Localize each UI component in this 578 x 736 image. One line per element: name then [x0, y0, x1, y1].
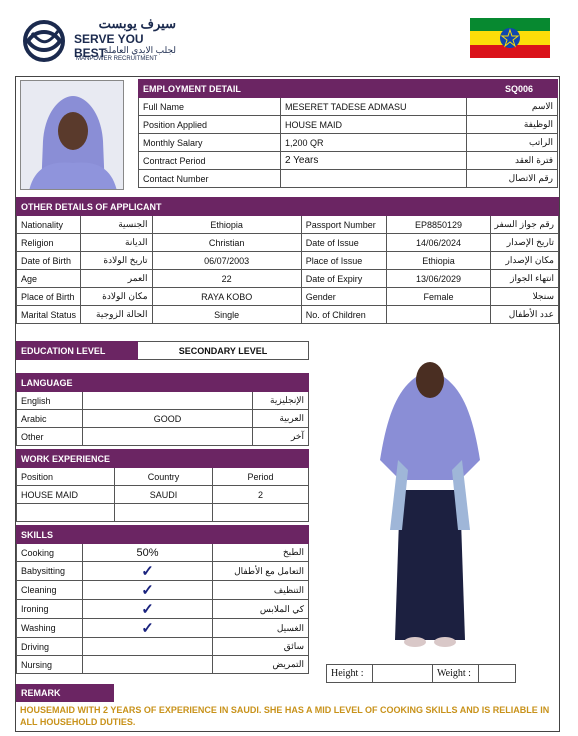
employment-row [139, 134, 558, 152]
skill-arabic-label: التعامل مع الأطفال [213, 562, 309, 581]
work-header-row [17, 468, 309, 486]
checkmark-icon: ✓ [141, 582, 154, 599]
employment-value: MESERET TADESE ADMASU [281, 98, 467, 116]
detail-label: Place of Birth [17, 288, 81, 306]
language-arabic-label: الإنجليزية [253, 392, 309, 410]
language-row [17, 410, 309, 428]
detail-arabic-label: الديانة [81, 234, 153, 252]
detail-value: 14/06/2024 [387, 234, 490, 252]
skill-level [83, 544, 213, 562]
remark-text: HOUSEMAID WITH 2 YEARS OF EXPERIENCE IN SAUDI. SHE HAS A MID LEVEL OF COOKING SKILLS AND IS RELIABLE IN ALL HOUSEHOLD DUTIES. [20, 705, 550, 727]
employment-row [139, 170, 558, 188]
work-period [213, 504, 309, 522]
other-details-row [17, 252, 559, 270]
detail-label: Age [17, 270, 81, 288]
skill-row [17, 600, 309, 619]
skill-label: Ironing [17, 600, 83, 619]
skill-arabic-label: سائق [213, 638, 309, 656]
language-table [16, 373, 309, 446]
skill-arabic-label: الطبخ [213, 544, 309, 562]
language-label: English [17, 392, 83, 410]
skill-arabic-label: التنظيف [213, 581, 309, 600]
other-details-table [16, 197, 559, 324]
employment-arabic-label: رقم الاتصال [467, 170, 558, 188]
skill-arabic-label: التمريض [213, 656, 309, 674]
work-row [17, 486, 309, 504]
skill-arabic-label: الغسيل [213, 619, 309, 638]
detail-value: Ethiopia [387, 252, 490, 270]
employment-row [139, 98, 558, 116]
detail-arabic-label: الحالة الزوجية [81, 306, 153, 324]
work-position [17, 504, 115, 522]
detail-arabic-label: انتهاء الجواز [490, 270, 559, 288]
skill-row [17, 619, 309, 638]
skill-label: Driving [17, 638, 83, 656]
detail-label: Gender [301, 288, 387, 306]
employment-label: Full Name [139, 98, 281, 116]
checkmark-icon: ✓ [141, 601, 154, 618]
skill-row [17, 581, 309, 600]
detail-value [387, 306, 490, 324]
skill-level [83, 562, 213, 581]
detail-arabic-label: تاريخ الإصدار [490, 234, 559, 252]
detail-label: Religion [17, 234, 81, 252]
detail-arabic-label: العمر [81, 270, 153, 288]
blue-star-emblem-icon [470, 18, 550, 58]
skill-arabic-label: كي الملابس [213, 600, 309, 619]
skills-table [16, 525, 309, 674]
detail-arabic-label: تاريخ الولادة [81, 252, 153, 270]
detail-label: Nationality [17, 216, 81, 234]
employment-label: Position Applied [139, 116, 281, 134]
work-row [17, 504, 309, 522]
applicant-full-body-photo [360, 340, 500, 655]
detail-value: Christian [152, 234, 301, 252]
employment-value: HOUSE MAID [281, 116, 467, 134]
work-period: 2 [213, 486, 309, 504]
skill-level [83, 619, 213, 638]
height-value [373, 665, 433, 683]
detail-value: EP8850129 [387, 216, 490, 234]
work-country [115, 504, 213, 522]
education-label: EDUCATION LEVEL [17, 342, 138, 360]
other-details-row [17, 216, 559, 234]
employment-label: Contact Number [139, 170, 281, 188]
work-header-country: Country [115, 468, 213, 486]
language-value [83, 392, 253, 410]
detail-value: RAYA KOBO [152, 288, 301, 306]
skill-value [83, 638, 213, 656]
remark-title: REMARK [16, 684, 114, 702]
detail-arabic-label: رقم جواز السفر [490, 216, 559, 234]
brand-arabic-name: سيرف يوبست [98, 16, 176, 31]
height-label: Height : [327, 665, 373, 683]
language-label: Arabic [17, 410, 83, 428]
language-value: GOOD [83, 410, 253, 428]
employment-detail-table [138, 79, 558, 188]
language-row [17, 428, 309, 446]
applicant-portrait [20, 80, 124, 190]
detail-label: Date of Expiry [301, 270, 387, 288]
detail-arabic-label: الجنسية [81, 216, 153, 234]
employment-arabic-label: فترة العقد [467, 152, 558, 170]
detail-arabic-label: سنجلا [490, 288, 559, 306]
skill-level [83, 581, 213, 600]
detail-label: Passport Number [301, 216, 387, 234]
detail-arabic-label: عدد الأطفال [490, 306, 559, 324]
language-title: LANGUAGE [17, 374, 309, 392]
language-arabic-label: آخر [253, 428, 309, 446]
skill-label: Cleaning [17, 581, 83, 600]
employment-row [139, 152, 558, 170]
work-experience-table [16, 449, 309, 522]
skills-title: SKILLS [17, 526, 309, 544]
skill-row [17, 562, 309, 581]
employment-code: SQ006 [504, 83, 533, 94]
employment-arabic-label: الاسم [467, 98, 558, 116]
detail-label: No. of Children [301, 306, 387, 324]
detail-label: Place of Issue [301, 252, 387, 270]
skill-row [17, 638, 309, 656]
company-logo [18, 16, 178, 66]
skill-label: Washing [17, 619, 83, 638]
brand-arabic-tagline: لجلب الايدي العاملة [103, 45, 176, 55]
work-experience-title: WORK EXPERIENCE [17, 450, 309, 468]
detail-label: Marital Status [17, 306, 81, 324]
detail-value: Ethiopia [152, 216, 301, 234]
work-country: SAUDI [115, 486, 213, 504]
skill-label: Cooking [17, 544, 83, 562]
employment-arabic-label: الراتب [467, 134, 558, 152]
detail-arabic-label: مكان الإصدار [490, 252, 559, 270]
detail-value: Single [152, 306, 301, 324]
employment-value: 2 Years [281, 152, 467, 170]
employment-arabic-label: الوظيفة [467, 116, 558, 134]
skill-row [17, 544, 309, 562]
employment-label: Contract Period [139, 152, 281, 170]
other-details-row [17, 234, 559, 252]
work-header-period: Period [213, 468, 309, 486]
work-header-position: Position [17, 468, 115, 486]
language-label: Other [17, 428, 83, 446]
skill-value [83, 656, 213, 674]
employment-title: EMPLOYMENT DETAIL [143, 83, 241, 94]
education-table [16, 341, 309, 360]
employment-label: Monthly Salary [139, 134, 281, 152]
logo-emblem-icon [18, 19, 70, 63]
detail-arabic-label: مكان الولادة [81, 288, 153, 306]
measurements-table [326, 664, 516, 683]
employment-value [281, 170, 467, 188]
skill-label: Nursing [17, 656, 83, 674]
brand-name: SERVE YOU BEST [74, 32, 144, 60]
language-value [83, 428, 253, 446]
language-arabic-label: العربية [253, 410, 309, 428]
skill-value: 50% [136, 546, 159, 559]
work-position: HOUSE MAID [17, 486, 115, 504]
education-value: SECONDARY LEVEL [138, 342, 309, 360]
detail-value: 06/07/2003 [152, 252, 301, 270]
other-details-title: OTHER DETAILS OF APPLICANT [17, 198, 559, 216]
skill-label: Babysitting [17, 562, 83, 581]
detail-value: 13/06/2029 [387, 270, 490, 288]
weight-value [479, 665, 516, 683]
other-details-row [17, 306, 559, 324]
brand-tagline: MANPOWER RECRUITMENT [76, 56, 158, 62]
employment-row [139, 116, 558, 134]
other-details-row [17, 288, 559, 306]
skill-row [17, 656, 309, 674]
detail-label: Date of Issue [301, 234, 387, 252]
checkmark-icon: ✓ [141, 563, 154, 580]
detail-value: Female [387, 288, 490, 306]
other-details-row [17, 270, 559, 288]
weight-label: Weight : [433, 665, 479, 683]
ethiopia-flag [470, 18, 550, 58]
checkmark-icon: ✓ [141, 620, 154, 637]
language-row [17, 392, 309, 410]
detail-value: 22 [152, 270, 301, 288]
skill-level [83, 600, 213, 619]
detail-label: Date of Birth [17, 252, 81, 270]
employment-value: 1,200 QR [281, 134, 467, 152]
